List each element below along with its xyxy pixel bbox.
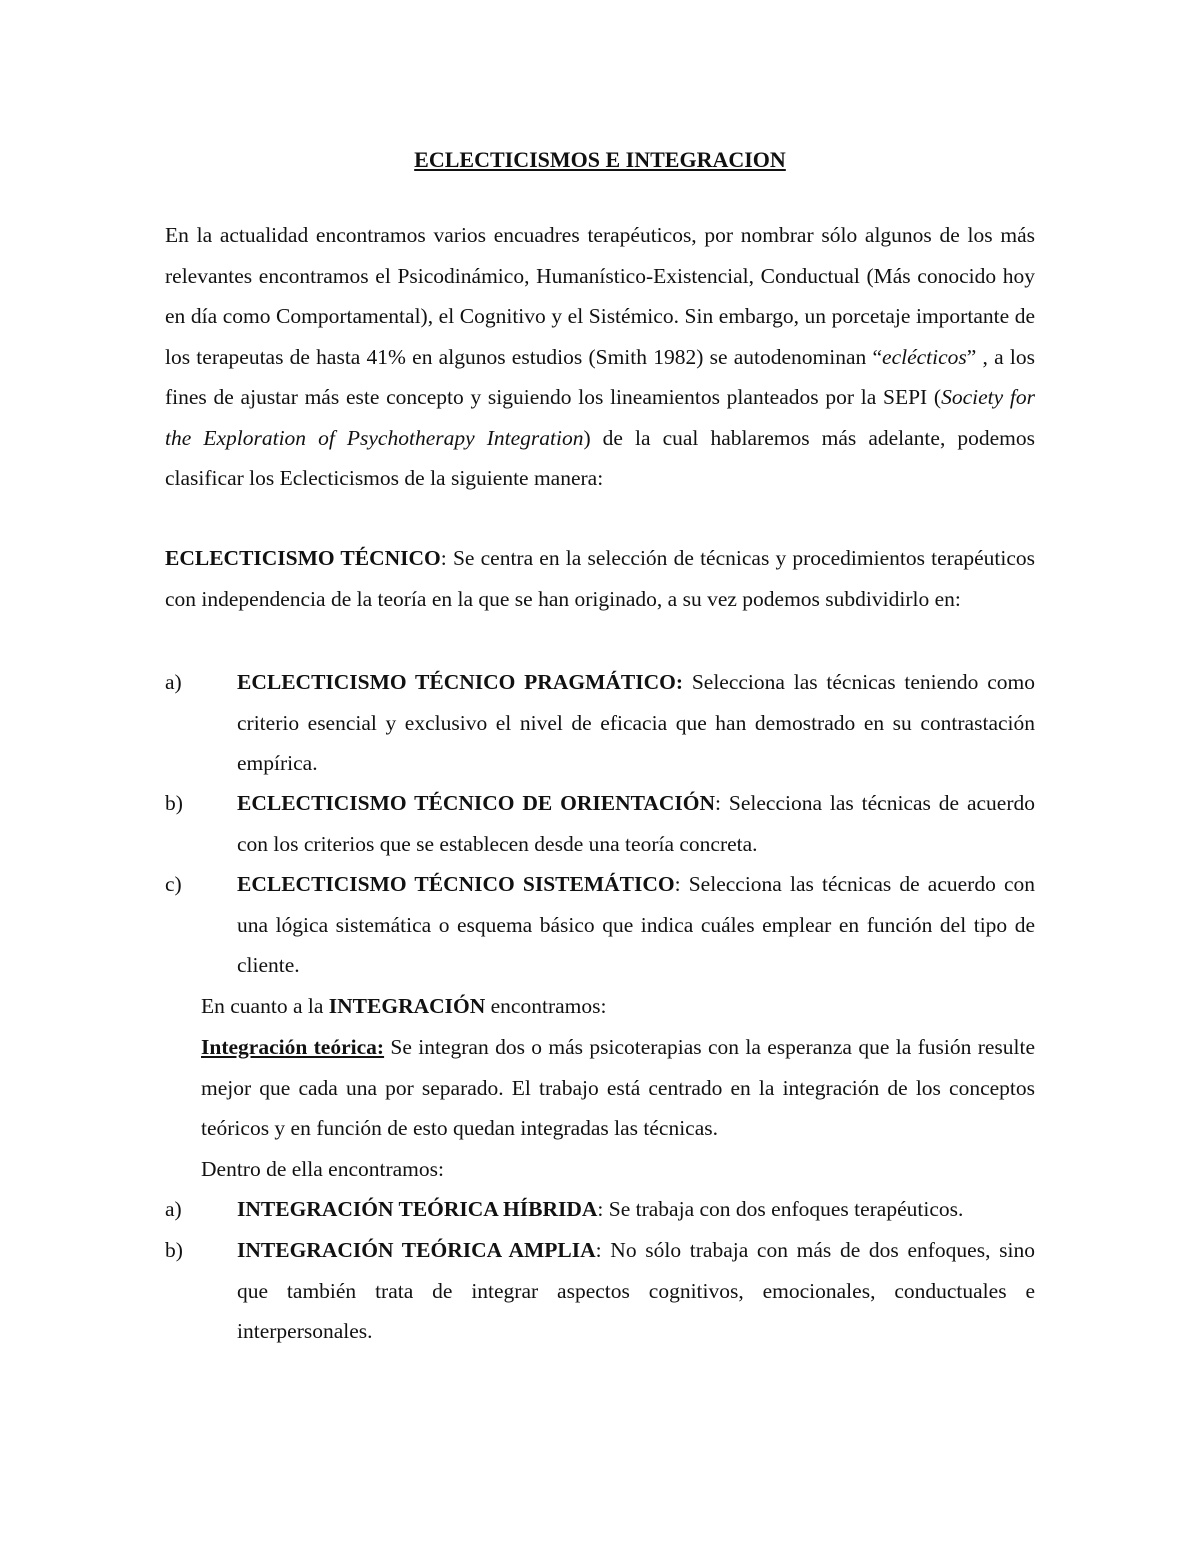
list-item-text: Selecciona las técnicas teniendo como criterio esencial y exclusivo el nivel de eficacia que han demostrado en su contrastación empírica. xyxy=(237,670,1035,775)
page-title: ECLECTICISMOS E INTEGRACION xyxy=(414,147,786,172)
intro-eclecticos: eclécticos xyxy=(882,344,967,369)
list-item-term: INTEGRACIÓN TEÓRICA AMPLIA xyxy=(237,1238,596,1262)
list-marker: a) xyxy=(165,1197,182,1221)
integracion-teorica-paragraph xyxy=(201,1027,1035,1149)
intro-text-1: En la actualidad encontramos varios encuadres terapéuticos, por nombrar sólo algunos de los más relevantes encontramos el Psicodinámico, Humanístico-Existencial, Conductual (Más conocido hoy en día como Comportamental), el Cognitivo y el Sistémico. Sin embargo, un porcetaje importante de los terapeutas de hasta 41% en algunos estudios (Smith 1982) se autodenominan “ xyxy=(165,223,1035,369)
tecnico-paragraph xyxy=(165,538,1035,619)
list-item-term: ECLECTICISMO TÉCNICO SISTEMÁTICO xyxy=(237,872,675,896)
list-item xyxy=(165,1230,1035,1352)
list-item xyxy=(165,783,1035,864)
list-item-text: : Selecciona las técnicas de acuerdo con una lógica sistemática o esquema básico que indica cuáles emplear en función del tipo de cliente. xyxy=(237,872,1035,977)
intro-paragraph xyxy=(165,215,1035,499)
integracion-teorica-term: Integración teórica: xyxy=(201,1035,385,1059)
list-item-term: INTEGRACIÓN TEÓRICA HÍBRIDA xyxy=(237,1197,598,1221)
intro-text-2: ” , a los fines de ajustar más este concepto y siguiendo los lineamientos planteados por la SEPI ( xyxy=(165,344,1035,409)
integracion-intro xyxy=(201,986,1035,1027)
integracion-teorica-text: Se integran dos o más psicoterapias con la esperanza que la fusión resulte mejor que cada una por separado. El trabajo está centrado en la integración de los conceptos teóricos y en función de esto quedan integradas las técnicas. xyxy=(201,1035,1036,1140)
list-item-term: ECLECTICISMO TÉCNICO DE ORIENTACIÓN xyxy=(237,791,716,815)
dentro-line: Dentro de ella encontramos: xyxy=(201,1157,444,1181)
tecnico-text: : Se centra en la selección de técnicas y procedimientos terapéuticos con independencia de la teoría en la que se han originado, a su vez podemos subdividirlo en: xyxy=(165,546,1035,611)
list-marker: c) xyxy=(165,872,182,896)
list-item xyxy=(165,864,1035,986)
integracion-term: INTEGRACIÓN xyxy=(328,994,486,1018)
list-marker: a) xyxy=(165,670,182,694)
list-item-term: ECLECTICISMO TÉCNICO PRAGMÁTICO: xyxy=(237,670,684,694)
list-item-text: : Selecciona las técnicas de acuerdo con los criterios que se establecen desde una teoría concreta. xyxy=(237,791,1035,856)
tecnico-term: ECLECTICISMO TÉCNICO xyxy=(165,546,441,570)
list-item xyxy=(165,1189,1035,1230)
list-item-text: : Se trabaja con dos enfoques terapéuticos. xyxy=(597,1197,964,1221)
integracion-after: encontramos: xyxy=(485,994,607,1018)
list-item xyxy=(165,662,1035,784)
list-marker: b) xyxy=(165,1238,183,1262)
integracion-before: En cuanto a la xyxy=(201,994,329,1018)
list-item-text: : No sólo trabaja con más de dos enfoques, sino que también trata de integrar aspectos cognitivos, emocionales, conductuales e interpersonales. xyxy=(237,1238,1035,1343)
intro-sepi-name: Society for the Exploration of Psychotherapy Integration xyxy=(165,385,1035,450)
intro-text-3: ) de la cual hablaremos más adelante, podemos clasificar los Eclecticismos de la siguiente manera: xyxy=(165,425,1036,490)
list-marker: b) xyxy=(165,791,183,815)
